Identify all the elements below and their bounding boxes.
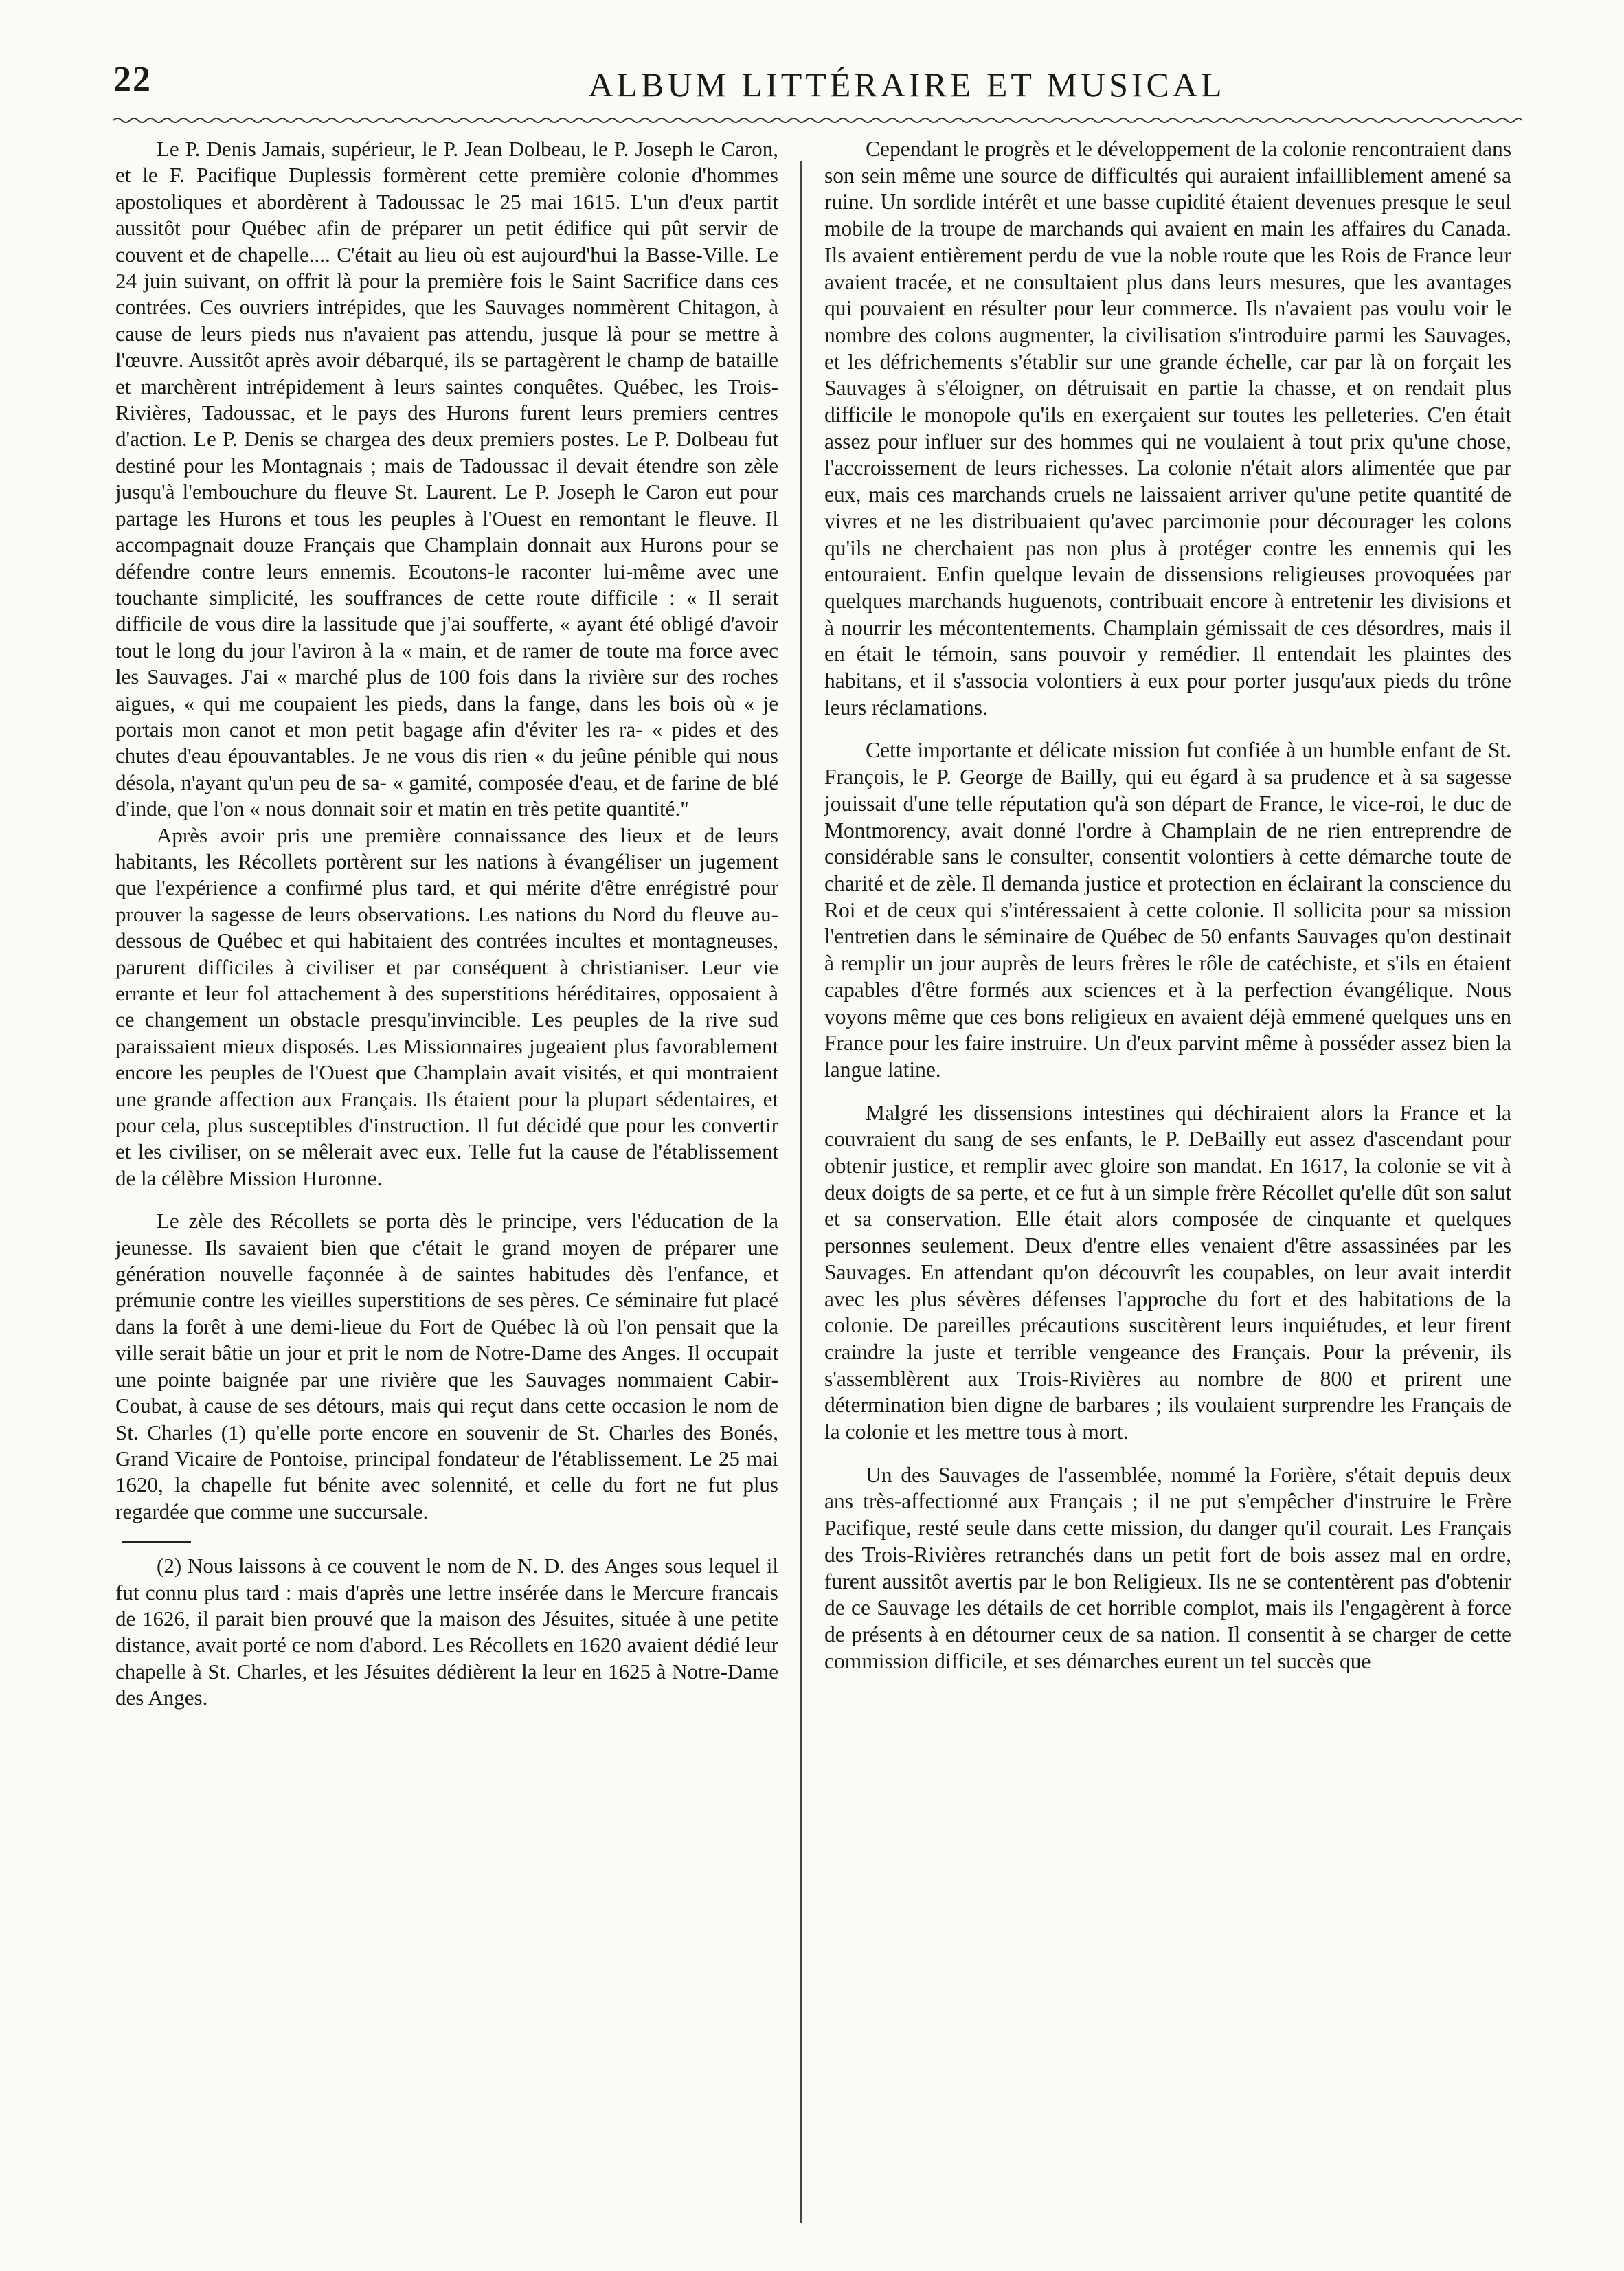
footnote-rule — [122, 1541, 191, 1543]
paragraph: Malgré les dissensions intestines qui déchiraient alors la France et la couvraient du sang de ses enfants, le P. DeBailly eut assez d'ascendant pour obtenir justice, et remplir avec gloire son mandat. En 1617, la colonie se vit à deux doigts de sa perte, et ce fut à un simple frère Récollet qu'elle dût son salut et sa conservation. Elle était alors composée de cinquante et quelques personnes seulement. Deux d'entre elles venaient d'être assassinées par les Sauvages. En attendant qu'on découvrît les coupables, on leur avait interdit avec les plus sévères défenses l'approche du fort et des habitations de la colonie. De pareilles précautions suscitèrent leurs inquiétudes, et leur firent craindre la juste et terrible vengeance des Français. Pour la prévenir, ils s'assemblèrent aux Trois-Rivières au nombre de 800 et prirent une détermination bien digne de barbares ; ils voulaient surprendre les Français de la colonie et les mettre tous à mort. — [824, 1100, 1511, 1444]
left-column — [115, 136, 778, 1712]
page-number: 22 — [113, 60, 152, 99]
right-column — [824, 136, 1511, 1675]
page-header — [113, 55, 1522, 117]
paragraph: Cette importante et délicate mission fut confiée à un humble enfant de St. François, le P. George de Bailly, qui eu égard à sa prudence et à sa sagesse jouissait d'une telle réputation qu'à son départ de France, le vice-roi, le duc de Montmorency, avait donné l'ordre à Champlain de ne rien entreprendre de considérable sans le consulter, consentit volontiers à cette démarche toute de charité et de zèle. Il demanda justice et protection en éclairant la conscience du Roi et de ceux qui s'intéressaient à cette colonie. Il sollicita pour sa mission l'entretien dans le séminaire de Québec de 50 enfants Sauvages qu'on destinait à remplir un jour auprès de leurs frères le rôle de catéchiste, et s'ils en étaient capables d'être formés aux sciences et à la perfection évangélique. Nous voyons même que ces bons religieux en avaient déjà emmené quelques uns en France pour les faire instruire. Un d'eux parvint même à posséder assez bien la langue latine. — [824, 738, 1511, 1082]
column-divider — [800, 161, 802, 2223]
paragraph: Un des Sauvages de l'assemblée, nommé la Forière, s'était depuis deux ans très-affectionné aux Français ; il ne put s'empêcher d'instruire le Frère Pacifique, resté seule dans cette mission, du danger qu'il courait. Les Français des Trois-Rivières retranchés dans un petit fort de bois assez mal en ordre, furent aussitôt avertis par le bon Religieux. Ils ne se contentèrent pas d'obtenir de ce Sauvage les détails de cet horrible complot, mais ils l'engagèrent à force de présents à en détourner ceux de sa nation. Il consentit à se charger de cette commission difficile, et ses démarches eurent un tel succès que — [824, 1462, 1511, 1673]
running-title: ALBUM LITTÉRAIRE ET MUSICAL — [588, 65, 1226, 104]
paragraph: Cependant le progrès et le développement de la colonie rencontraient dans son sein même une source de difficultés qui auraient infailliblement amené sa ruine. Un sordide intérêt et une basse cupidité étaient devenues presque le seul mobile de la troupe de marchands qui avaient en main les affaires du Canada. Ils avaient entièrement perdu de vue la noble route que les Rois de France leur avaient tracée, et ne consultaient plus dans leurs mesures, que les avantages qui pouvaient en résulter pour leur commerce. Ils n'avaient pas voulu voir le nombre des colons augmenter, la civilisation s'introduire parmi les Sauvages, et les défrichements s'établir sur une grande échelle, car par là on forçait les Sauvages à s'éloigner, on détruisait en partie la chasse, et on rendait plus difficile le monopole qu'ils en exerçaient sur toutes les pelleteries. C'en était assez pour influer sur des hommes qui ne voulaient à tout prix qu'une chose, l'accroissement de leurs richesses. La colonie n'était alors alimentée que par eux, mais ces marchands cruels ne laissaient arriver qu'une petite quantité de vivres et ne les distribuaient qu'avec parcimonie pour décourager les colons qu'ils ne cherchaient pas non plus à protéger contre les ennemis qui les entouraient. Enfin quelque levain de dissensions religieuses provoquées par quelques marchands huguenots, contribuait encore à entretenir les divisions et à nourrir les mécontentements. Champlain gémissait de ces désordres, mais il en était le témoin, sans pouvoir y remédier. Il entendait les plaintes des habitans, et il s'associa volontiers à eux pour porter jusqu'aux pieds du trône leurs réclamations. — [824, 137, 1511, 719]
paragraph: Après avoir pris une première connaissance des lieux et de leurs habitants, les Récollets portèrent sur les nations à évangéliser un jugement que l'expérience a confirmé plus tard, et qui mérite d'être enrégistré pour prouver la sagesse de leurs observations. Les nations du Nord du fleuve au-dessous de Québec et qui habitaient des contrées incultes et montagneuses, parurent difficiles à civiliser et par conséquent à christianiser. Leur vie errante et leur fol attachement à des superstitions héréditaires, opposaient à ce changement un obstacle presqu'invincible. Les peuples de la rive sud paraissaient mieux disposés. Les Missionnaires jugeaient plus favorablement encore les peuples de l'Ouest que Champlain avait visités, et qui montraient une grande affection aux Français. Ils étaient pour la plupart sédentaires, et pour cela, plus susceptibles d'instruction. Il fut décidé que pour les convertir et les civiliser, on se mêlerait avec eux. Telle fut la cause de l'établissement de la célèbre Mission Huronne. — [115, 823, 778, 1190]
footnote: (2) Nous laissons à ce couvent le nom de N. D. des Anges sous lequel il fut connu plus tard : mais d'après une lettre insérée dans le Mercure francais de 1626, il parait bien prouvé que la maison des Jésuites, située à une petite distance, avait porté ce nom d'abord. Les Récollets en 1620 avaient dédié leur chapelle à St. Charles, et les Jésuites dédièrent la leur en 1625 à Notre-Dame des Anges. — [115, 1554, 778, 1710]
paragraph: Le zèle des Récollets se porta dès le principe, vers l'éducation de la jeunesse. Ils savaient bien que c'était le grand moyen de préparer une génération nouvelle façonnée à de saintes habitudes dès l'enfance, et prémunie contre les vieilles superstitions de ses pères. Ce séminaire fut placé dans la forêt à une demi-lieue du Fort de Québec là où l'on pensait que la ville serait bâtie un jour et prit le nom de Notre-Dame des Anges. Il occupait une pointe baignée par une rivière que les Sauvages nommaient Cabir-Coubat, à cause de ses détours, mais qui reçut dans cette occasion le nom de St. Charles (1) qu'elle porte encore en souvenir de St. Charles des Bonés, Grand Vicaire de Pontoise, principal fondateur de l'établissement. Le 25 mai 1620, la chapelle fut bénite avec solennité, et celle du fort ne fut plus regardée que comme une succursale. — [115, 1209, 778, 1523]
header-wavy-rule — [113, 115, 1522, 125]
paragraph: Le P. Denis Jamais, supérieur, le P. Jean Dolbeau, le P. Joseph le Caron, et le F. Pacifique Duplessis formèrent cette première colonie d'hommes apostoliques et abordèrent à Tadoussac le 25 mai 1615. L'un d'eux partit aussitôt pour Québec afin de préparer un petit édifice qui pût servir de couvent et de chapelle.... C'était au lieu où est aujourd'hui la Basse-Ville. Le 24 juin suivant, on offrit là pour la première fois le Saint Sacrifice dans ces contrées. Ces ouvriers intrépides, que les Sauvages nommèrent Chitagon, à cause de leurs pieds nus n'avaient pas attendu, jusque là pour se mettre à l'œuvre. Aussitôt après avoir débarqué, ils se partagèrent le champ de bataille et marchèrent intrépidement à leurs saintes conquêtes. Québec, les Trois-Rivières, Tadoussac, et le pays des Hurons furent leurs premiers centres d'action. Le P. Denis se chargea des deux premiers postes. Le P. Dolbeau fut destiné pour les Montagnais ; mais de Tadoussac il devait étendre son zèle jusqu'à l'embouchure du fleuve St. Laurent. Le P. Joseph le Caron eut pour partage les Hurons et tous les peuples à l'Ouest en remontant le fleuve. Il accompagnait douze Français que Champlain donnait aux Hurons pour se défendre contre leurs ennemis. Ecoutons-le raconter lui-même avec une touchante simplicité, les souffrances de cette route difficile : « Il serait difficile de vous dire la lassitude que j'ai soufferte, « ayant été obligé d'avoir tout le long du jour l'aviron à la « main, et de ramer de toute ma force avec les Sauvages. J'ai « marché plus de 100 fois dans la rivière sur des roches aigues, « qui me coupaient les pieds, dans la fange, dans les bois où « je portais mon canot et mon petit bagage afin d'éviter les ra- « pides et des chutes d'eau épouvantables. Je ne vous dis rien « du jeûne pénible qui nous désola, n'ayant qu'un peu de sa- « gamité, composée d'eau, et de farine de blé d'inde, que l'on « nous donnait soir et matin en très petite quantité." — [115, 137, 778, 821]
